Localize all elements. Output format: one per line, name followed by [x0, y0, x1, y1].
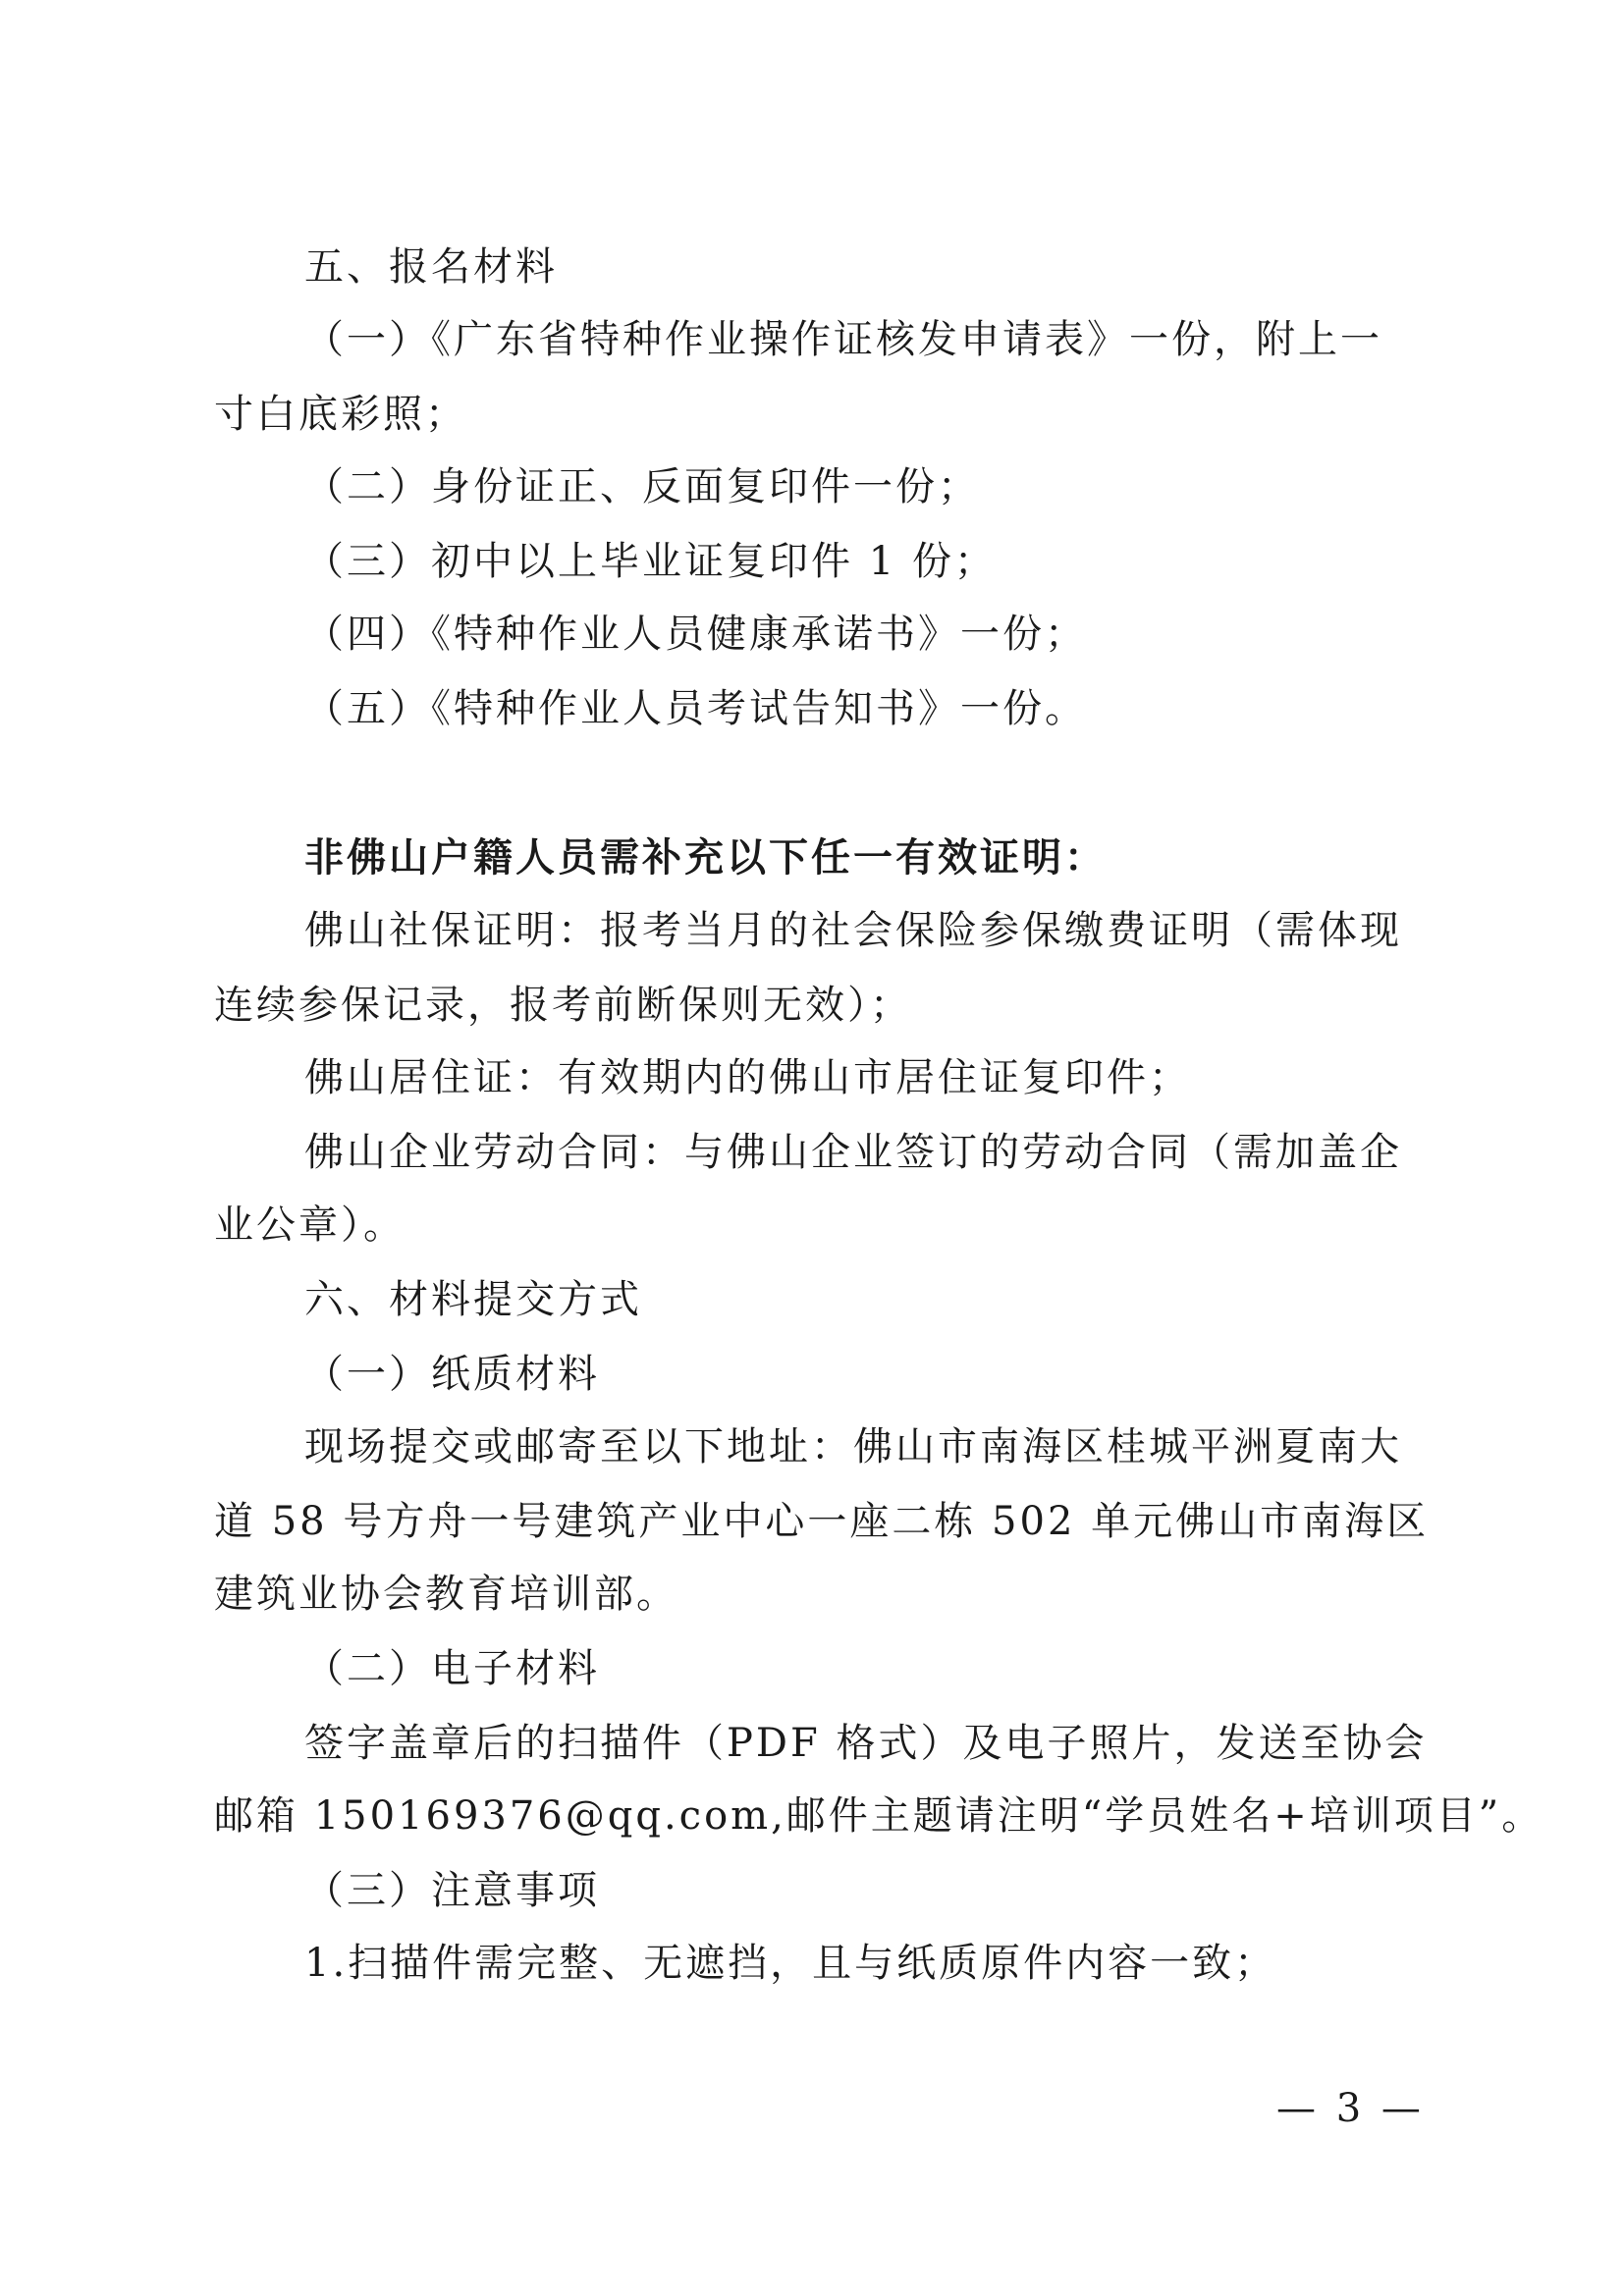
section5-heading: 五、报名材料: [304, 244, 558, 290]
section5-item2: （二）身份证正、反面复印件一份；: [304, 464, 980, 509]
labor-contract-line1: 佛山企业劳动合同：与佛山企业签订的劳动合同（需加盖企: [304, 1130, 1402, 1175]
paper-materials-heading: （一）纸质材料: [304, 1352, 600, 1397]
electronic-line2: 邮箱 150169376@qq.com,邮件主题请注明“学员姓名+培训项目”。: [214, 1793, 1544, 1839]
page-number: — 3 —: [1276, 2086, 1425, 2131]
paper-address-line1: 现场提交或邮寄至以下地址：佛山市南海区桂城平洲夏南大: [304, 1424, 1402, 1469]
section5-item1-line2: 寸白底彩照；: [214, 392, 467, 437]
electronic-materials-heading: （二）电子材料: [304, 1646, 600, 1691]
social-security-line1: 佛山社保证明：报考当月的社会保险参保缴费证明（需体现: [304, 908, 1402, 953]
notes-heading: （三）注意事项: [304, 1868, 600, 1913]
residence-permit: 佛山居住证：有效期内的佛山市居住证复印件；: [304, 1055, 1191, 1100]
section6-heading: 六、材料提交方式: [304, 1277, 642, 1322]
electronic-line1: 签字盖章后的扫描件（PDF 格式）及电子照片，发送至协会: [304, 1721, 1428, 1766]
note-1: 1.扫描件需完整、无遮挡，且与纸质原件内容一致；: [304, 1941, 1277, 1986]
section5-item3: （三）初中以上毕业证复印件 1 份；: [304, 539, 997, 584]
non-local-heading: 非佛山户籍人员需补充以下任一有效证明：: [304, 834, 1107, 881]
section5-item5: （五）《特种作业人员考试告知书》一份。: [304, 686, 1087, 731]
social-security-line2: 连续参保记录，报考前断保则无效）；: [214, 983, 912, 1028]
labor-contract-line2: 业公章）。: [214, 1202, 406, 1248]
section5-item1-line1: （一）《广东省特种作业操作证核发申请表》一份，附上一: [304, 317, 1382, 362]
section5-item4: （四）《特种作业人员健康承诺书》一份；: [304, 612, 1087, 657]
paper-address-line2: 道 58 号方舟一号建筑产业中心一座二栋 502 单元佛山市南海区: [214, 1499, 1430, 1544]
paper-address-line3: 建筑业协会教育培训部。: [214, 1572, 678, 1617]
